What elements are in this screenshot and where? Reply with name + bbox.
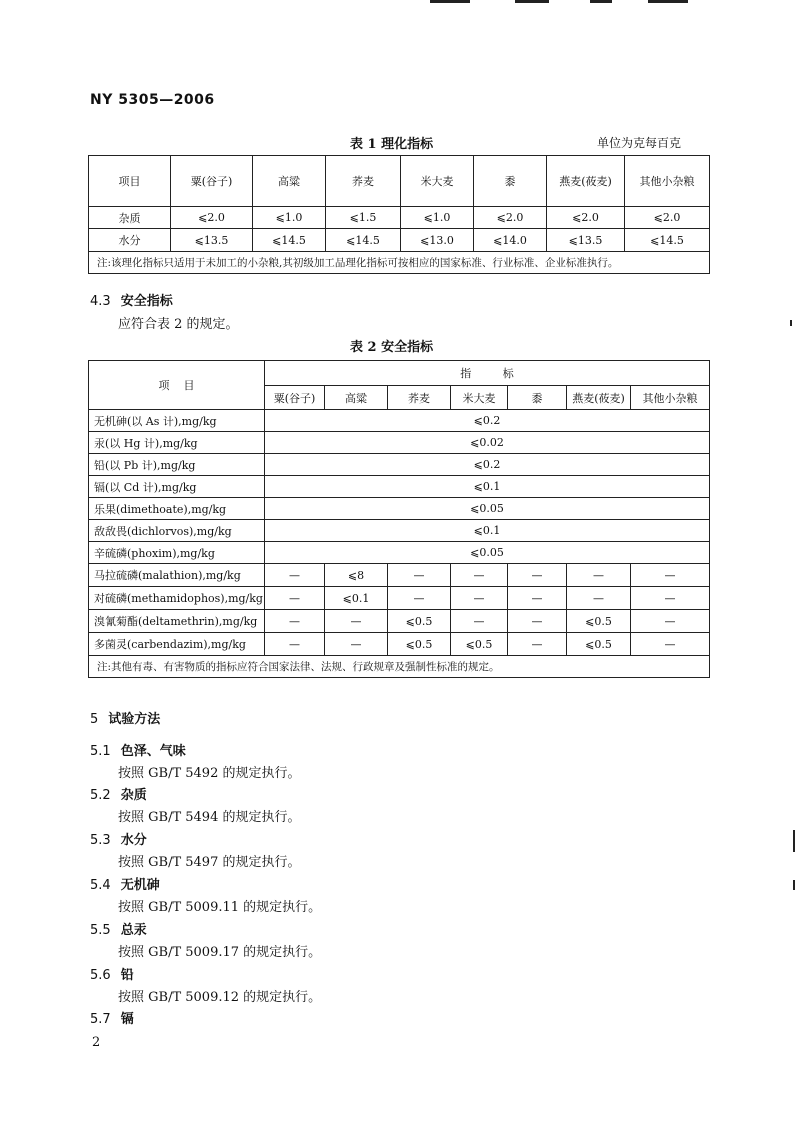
subsection-title: 杂质 — [120, 788, 147, 803]
table2-cell: — — [325, 610, 388, 633]
subsection-heading — [90, 874, 160, 893]
table2-cell: — — [508, 610, 567, 633]
subsection-text: 按照 GB/T 5497 的规定执行。 — [118, 855, 301, 870]
subsection-title: 铅 — [120, 968, 134, 983]
table1-note-row — [89, 252, 710, 274]
table1-cell: ⩽1.0 — [253, 207, 326, 229]
table2-merged-value: ⩽0.1 — [265, 520, 710, 542]
table2-cell: ⩽0.5 — [567, 633, 631, 656]
scan-mark — [793, 830, 795, 852]
table2-cell: ⩽0.5 — [451, 633, 508, 656]
table2-cell: — — [567, 564, 631, 587]
table1-cell: ⩽13.5 — [547, 229, 625, 252]
table1-cell: 杂质 — [89, 207, 171, 229]
table2-column-header: 高粱 — [325, 386, 388, 410]
table2-column-header: 燕麦(莜麦) — [567, 386, 631, 410]
subsection-text: 按照 GB/T 5009.12 的规定执行。 — [118, 990, 322, 1005]
scan-mark — [515, 0, 549, 3]
table2-row-label: 敌敌畏(dichlorvos),mg/kg — [89, 520, 265, 542]
table2-cell: — — [265, 610, 325, 633]
table2-group-header: 指 标 — [265, 361, 710, 386]
subsection-heading — [90, 829, 147, 848]
section-number: 5 — [90, 712, 99, 727]
table2-merged-value: ⩽0.05 — [265, 498, 710, 520]
subsection-title: 总汞 — [120, 923, 147, 938]
table2-cell: — — [388, 587, 451, 610]
table2-cell: ⩽8 — [325, 564, 388, 587]
table1-cell: ⩽14.0 — [474, 229, 547, 252]
table2-merged-value: ⩽0.05 — [265, 542, 710, 564]
table1-header-cell: 项目 — [89, 156, 171, 207]
subsection-heading — [90, 1008, 134, 1027]
table1-header-cell: 其他小杂粮 — [625, 156, 710, 207]
table2-row-label: 辛硫磷(phoxim),mg/kg — [89, 542, 265, 564]
scan-mark — [790, 320, 792, 326]
table-row — [89, 542, 710, 564]
table2-row-label: 无机砷(以 As 计),mg/kg — [89, 410, 265, 432]
standard-code: NY 5305—2006 — [90, 92, 215, 108]
table2-column-header: 黍 — [508, 386, 567, 410]
table2-cell: — — [508, 587, 567, 610]
table2-cell: — — [508, 633, 567, 656]
table2-cell: — — [388, 564, 451, 587]
table1-cell: ⩽1.0 — [401, 207, 474, 229]
table1-cell: ⩽14.5 — [326, 229, 401, 252]
scan-mark — [590, 0, 612, 3]
subsection-number: 5.6 — [90, 968, 111, 983]
table-row — [89, 564, 710, 587]
table2-cell: — — [451, 564, 508, 587]
table1-unit: 单位为克每百克 — [597, 136, 682, 150]
subsection-heading — [90, 740, 186, 759]
table2-cell: — — [265, 564, 325, 587]
table2-header-row — [89, 361, 710, 386]
table2-cell: — — [631, 610, 710, 633]
table1-cell: 水分 — [89, 229, 171, 252]
table2-cell: — — [325, 633, 388, 656]
table-row — [89, 432, 710, 454]
subsection-title: 镉 — [120, 1012, 134, 1027]
table-row — [89, 610, 710, 633]
table-row — [89, 476, 710, 498]
subsection-number: 5.7 — [90, 1012, 111, 1027]
scan-mark — [793, 880, 795, 890]
table2-cell: — — [451, 587, 508, 610]
subsection-number: 5.3 — [90, 833, 111, 848]
subsection-title: 色泽、气味 — [120, 744, 186, 759]
table1-cell: ⩽2.0 — [474, 207, 547, 229]
table2-cell: ⩽0.5 — [388, 633, 451, 656]
table-row — [89, 229, 710, 252]
table1-note: 注:该理化指标只适用于未加工的小杂粮,其初级加工品理化指标可按相应的国家标准、行业标准、企业标准执行。 — [89, 252, 710, 274]
table1-cell: ⩽14.5 — [253, 229, 326, 252]
table2-column-header: 其他小杂粮 — [631, 386, 710, 410]
table2-row-label: 对硫磷(methamidophos),mg/kg — [89, 587, 265, 610]
section-title: 安全指标 — [120, 294, 173, 309]
table2-cell: — — [508, 564, 567, 587]
subsection-title: 水分 — [120, 833, 147, 848]
table1-caption: 表 1 理化指标 — [350, 137, 434, 152]
table2-cell: — — [631, 587, 710, 610]
table1-cell: ⩽2.0 — [171, 207, 253, 229]
table1-cell: ⩽13.5 — [171, 229, 253, 252]
table1-cell: ⩽13.0 — [401, 229, 474, 252]
table1 — [88, 155, 710, 274]
table2-cell: — — [631, 633, 710, 656]
table-row — [89, 498, 710, 520]
table2-row-label: 镉(以 Cd 计),mg/kg — [89, 476, 265, 498]
table1-header-cell: 黍 — [474, 156, 547, 207]
section-5-heading — [90, 708, 160, 727]
table2-cell: — — [631, 564, 710, 587]
scan-mark — [430, 0, 470, 3]
table2-note: 注:其他有毒、有害物质的指标应符合国家法律、法规、行政规章及强制性标准的规定。 — [89, 656, 710, 678]
table-row — [89, 207, 710, 229]
table-row — [89, 520, 710, 542]
subsection-text: 按照 GB/T 5492 的规定执行。 — [118, 766, 301, 781]
table2-cell: ⩽0.1 — [325, 587, 388, 610]
table1-header-row — [89, 156, 710, 207]
table-row — [89, 454, 710, 476]
subsection-heading — [90, 919, 147, 938]
section-title: 试验方法 — [108, 712, 161, 727]
table1-cell: ⩽2.0 — [625, 207, 710, 229]
table2-row-label: 多菌灵(carbendazim),mg/kg — [89, 633, 265, 656]
section-4-3-text: 应符合表 2 的规定。 — [118, 317, 239, 332]
table2-row-label: 铅(以 Pb 计),mg/kg — [89, 454, 265, 476]
table2 — [88, 360, 710, 678]
table1-header-cell: 荞麦 — [326, 156, 401, 207]
table1-header-cell: 高粱 — [253, 156, 326, 207]
table2-merged-value: ⩽0.2 — [265, 454, 710, 476]
table-row — [89, 587, 710, 610]
table1-header-cell: 米大麦 — [401, 156, 474, 207]
table1-header-cell: 燕麦(莜麦) — [547, 156, 625, 207]
subsection-number: 5.5 — [90, 923, 111, 938]
section-number: 4.3 — [90, 294, 111, 309]
subsection-number: 5.1 — [90, 744, 111, 759]
table1-header-cell: 粟(谷子) — [171, 156, 253, 207]
table1-cell: ⩽14.5 — [625, 229, 710, 252]
table2-cell: — — [451, 610, 508, 633]
subsection-title: 无机砷 — [120, 878, 160, 893]
section-4-3-heading — [90, 290, 173, 309]
scan-mark — [648, 0, 688, 3]
table2-merged-value: ⩽0.2 — [265, 410, 710, 432]
table2-column-header: 米大麦 — [451, 386, 508, 410]
page-number: 2 — [92, 1035, 101, 1050]
subsection-text: 按照 GB/T 5009.11 的规定执行。 — [118, 900, 322, 915]
subsection-text: 按照 GB/T 5494 的规定执行。 — [118, 810, 301, 825]
subsection-number: 5.4 — [90, 878, 111, 893]
table2-row-label: 溴氰菊酯(deltamethrin),mg/kg — [89, 610, 265, 633]
table2-cell: — — [567, 587, 631, 610]
table2-caption: 表 2 安全指标 — [350, 340, 434, 355]
table2-cell: — — [265, 633, 325, 656]
table2-merged-value: ⩽0.02 — [265, 432, 710, 454]
table2-cell: ⩽0.5 — [388, 610, 451, 633]
table2-merged-value: ⩽0.1 — [265, 476, 710, 498]
table2-column-header: 粟(谷子) — [265, 386, 325, 410]
table2-row-label: 马拉硫磷(malathion),mg/kg — [89, 564, 265, 587]
table2-row-label: 汞(以 Hg 计),mg/kg — [89, 432, 265, 454]
table2-cell: ⩽0.5 — [567, 610, 631, 633]
table2-column-header: 荞麦 — [388, 386, 451, 410]
table1-cell: ⩽1.5 — [326, 207, 401, 229]
table-row — [89, 410, 710, 432]
subsection-heading — [90, 784, 147, 803]
table2-row-label: 乐果(dimethoate),mg/kg — [89, 498, 265, 520]
table2-item-header: 项 目 — [89, 361, 265, 410]
subsection-number: 5.2 — [90, 788, 111, 803]
table1-cell: ⩽2.0 — [547, 207, 625, 229]
table2-note-row — [89, 656, 710, 678]
table-row — [89, 633, 710, 656]
subsection-heading — [90, 964, 134, 983]
table2-cell: — — [265, 587, 325, 610]
subsection-text: 按照 GB/T 5009.17 的规定执行。 — [118, 945, 322, 960]
